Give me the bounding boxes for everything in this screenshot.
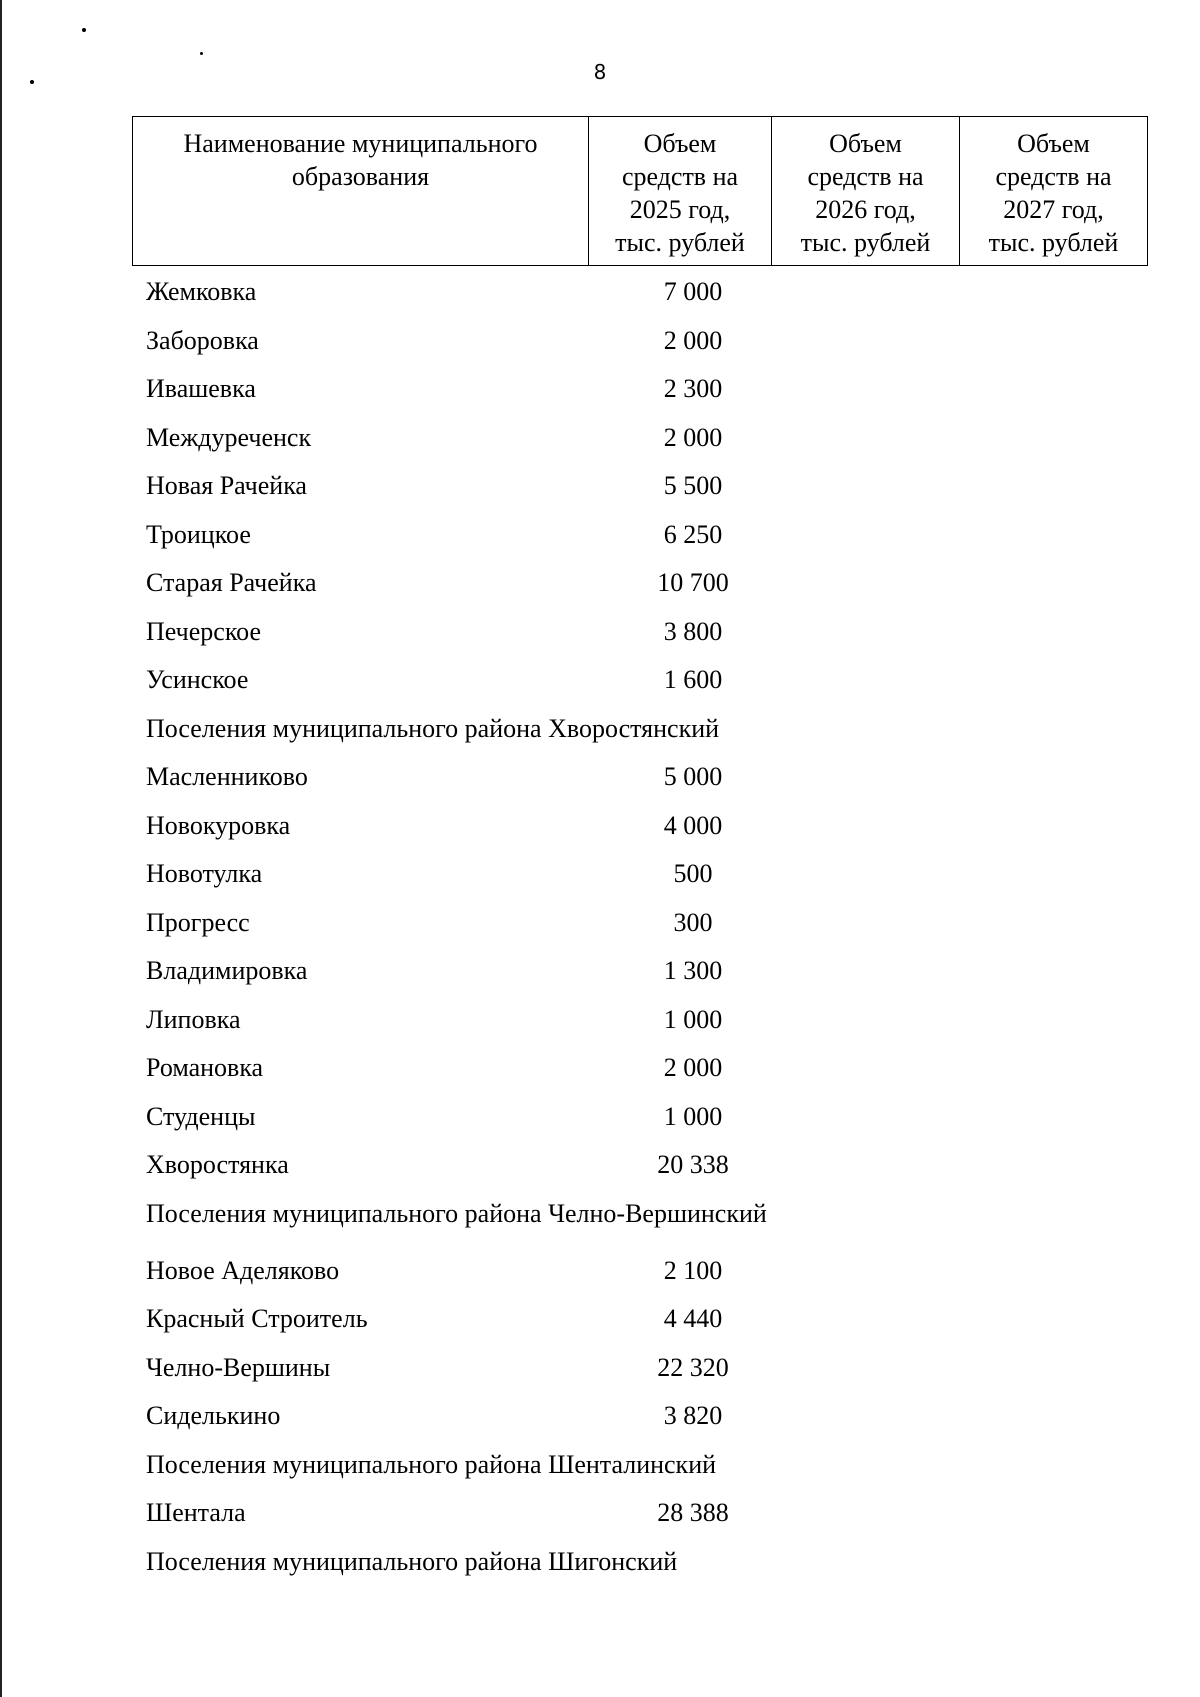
group-heading-row xyxy=(146,1445,1146,1494)
amount-2025: 5 000 xyxy=(663,762,723,791)
municipality-name: Романовка xyxy=(146,1053,264,1082)
table-row xyxy=(146,1396,1146,1445)
table-row xyxy=(146,1145,1146,1194)
municipality-name: Междуреченск xyxy=(146,422,312,452)
table-row xyxy=(146,369,1146,418)
scan-speck xyxy=(30,80,34,84)
table-row xyxy=(146,321,1146,370)
amount-2025: 1 000 xyxy=(663,1101,723,1131)
amount-2025: 2 300 xyxy=(663,374,723,403)
table-row xyxy=(146,660,1146,709)
municipality-name: Усинское xyxy=(146,665,249,694)
municipality-name: Масленниково xyxy=(146,762,308,791)
municipality-name: Студенцы xyxy=(146,1101,256,1131)
group-heading-row xyxy=(146,1194,1146,1251)
table-row xyxy=(146,951,1146,1000)
amount-2025: 3 800 xyxy=(663,616,723,646)
amount-2025: 500 xyxy=(673,859,713,888)
scan-speck xyxy=(82,28,86,32)
table-row xyxy=(146,515,1146,564)
amount-2025: 1 300 xyxy=(663,956,723,985)
municipality-name: Прогресс xyxy=(146,907,250,937)
municipality-name: Челно-Вершины xyxy=(146,1352,331,1382)
group-heading: Поселения муниципального района Хворостянский xyxy=(146,713,720,743)
table-row xyxy=(146,563,1146,612)
table-row xyxy=(146,903,1146,952)
municipality-name: Жемковка xyxy=(146,277,257,306)
scan-speck xyxy=(200,52,203,55)
amount-2025: 300 xyxy=(673,907,713,937)
amount-2025: 1 000 xyxy=(663,1004,723,1034)
municipality-name: Заборовка xyxy=(146,325,259,355)
page-edge-line xyxy=(0,0,2,1697)
group-heading-row xyxy=(146,1542,1146,1591)
table-row xyxy=(146,418,1146,467)
table-row xyxy=(146,1048,1146,1097)
amount-2025: 2 000 xyxy=(663,422,723,452)
table-row xyxy=(146,757,1146,806)
table-row xyxy=(146,272,1146,321)
table-row xyxy=(146,466,1146,515)
header-2026-cell xyxy=(772,117,960,266)
municipality-name: Ивашевка xyxy=(146,374,256,403)
table-row xyxy=(146,1299,1146,1348)
header-2026-label: Объем средств на 2026 год, тыс. рублей xyxy=(800,129,931,257)
table-row xyxy=(146,806,1146,855)
amount-2025: 3 820 xyxy=(663,1401,723,1430)
group-heading-row xyxy=(146,709,1146,758)
table-row xyxy=(146,1493,1146,1542)
municipality-name: Новокуровка xyxy=(146,810,291,840)
municipality-name: Новотулка xyxy=(146,859,263,888)
amount-2025: 10 700 xyxy=(657,568,729,597)
municipality-name: Печерское xyxy=(146,616,261,646)
group-heading: Поселения муниципального района Шигонский xyxy=(146,1546,678,1576)
municipality-name: Красный Строитель xyxy=(146,1304,368,1333)
amount-2025: 4 000 xyxy=(663,810,723,840)
municipality-name: Хворостянка xyxy=(146,1150,289,1179)
table-header xyxy=(132,116,1148,266)
header-name-cell xyxy=(133,117,589,266)
municipality-name: Новая Рачейка xyxy=(146,471,307,500)
municipality-name: Сиделькино xyxy=(146,1401,281,1430)
page-number: 8 xyxy=(593,60,607,84)
amount-2025: 7 000 xyxy=(663,277,723,306)
header-2027-label: Объем средств на 2027 год, тыс. рублей xyxy=(988,129,1119,257)
table-row xyxy=(146,1097,1146,1146)
municipality-name: Владимировка xyxy=(146,956,308,985)
table-row xyxy=(146,1348,1146,1397)
amount-2025: 28 388 xyxy=(657,1498,729,1527)
header-name-label: Наименование муниципального образования xyxy=(183,129,538,191)
municipality-name: Троицкое xyxy=(146,519,251,549)
table-row xyxy=(146,1251,1146,1300)
amount-2025: 22 320 xyxy=(657,1352,729,1382)
municipality-name: Липовка xyxy=(146,1004,241,1034)
municipality-name: Старая Рачейка xyxy=(146,568,317,597)
amount-2025: 2 100 xyxy=(663,1255,723,1285)
amount-2025: 4 440 xyxy=(663,1304,723,1333)
table-row xyxy=(146,1000,1146,1049)
table-row xyxy=(146,612,1146,661)
group-heading: Поселения муниципального района Шенталинский xyxy=(146,1449,717,1479)
header-2027-cell xyxy=(960,117,1148,266)
table-body xyxy=(146,272,1146,1590)
group-heading: Поселения муниципального района Челно-Вершинский xyxy=(146,1198,767,1228)
municipality-name: Шентала xyxy=(146,1498,246,1527)
header-2025-cell xyxy=(589,117,772,266)
amount-2025: 1 600 xyxy=(663,665,723,694)
municipality-name: Новое Аделяково xyxy=(146,1255,340,1285)
amount-2025: 2 000 xyxy=(663,1053,723,1082)
amount-2025: 6 250 xyxy=(663,519,723,549)
amount-2025: 20 338 xyxy=(657,1150,729,1179)
amount-2025: 5 500 xyxy=(663,471,723,500)
table-row xyxy=(146,854,1146,903)
amount-2025: 2 000 xyxy=(663,325,723,355)
header-2025-label: Объем средств на 2025 год, тыс. рублей xyxy=(615,129,745,257)
